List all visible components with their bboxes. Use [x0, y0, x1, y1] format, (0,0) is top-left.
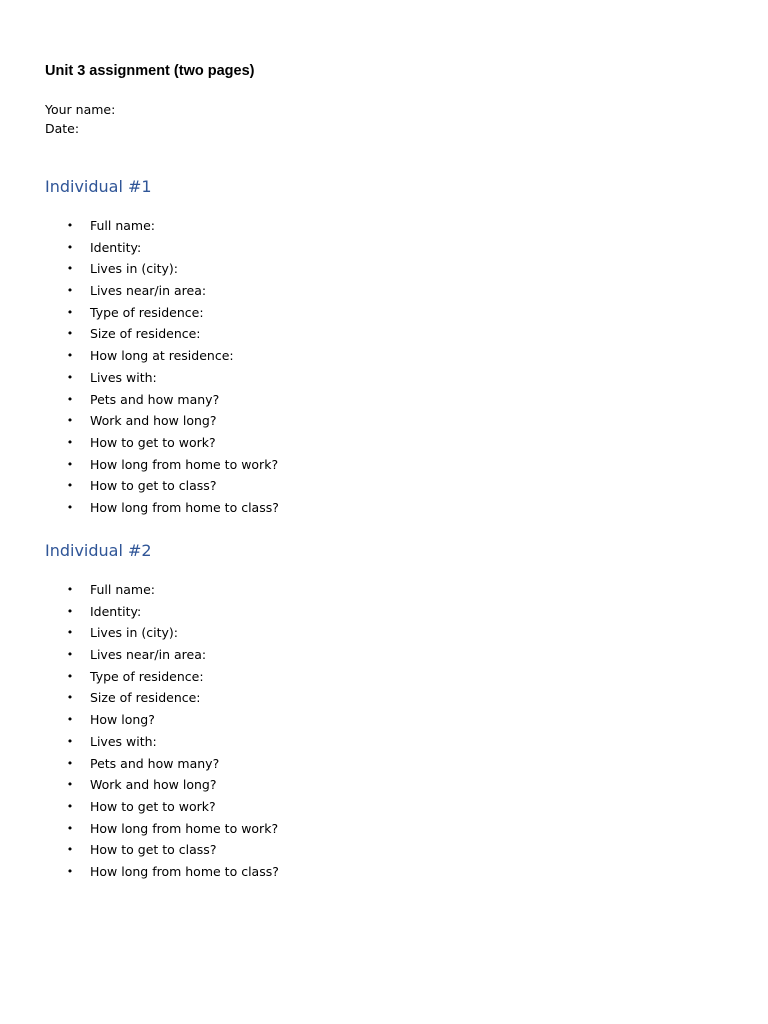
list-item-text: Lives in (city):: [90, 625, 178, 641]
list-item-text: Type of residence:: [90, 668, 204, 684]
list-item-text: Identity:: [90, 239, 142, 255]
bullet-icon: •: [66, 864, 74, 878]
list-item-text: Size of residence:: [90, 690, 201, 706]
document-title: Unit 3 assignment (two pages): [45, 63, 255, 79]
list-item-text: Pets and how many?: [90, 391, 220, 407]
bullet-icon: •: [66, 349, 74, 363]
list-item-text: How long from home to class?: [90, 863, 279, 879]
section-heading-individual-1: Individual #1: [45, 177, 152, 196]
bullet-icon: •: [66, 821, 74, 835]
list-item-text: Work and how long?: [90, 777, 217, 793]
bullet-icon: •: [66, 799, 74, 813]
date-label: Date:: [45, 121, 80, 136]
bullet-icon: •: [66, 734, 74, 748]
bullet-icon: •: [66, 435, 74, 449]
list-item-text: How to get to work?: [90, 798, 216, 814]
list-item-text: How long at residence:: [90, 348, 234, 364]
bullet-icon: •: [66, 756, 74, 770]
bullet-icon: •: [66, 713, 74, 727]
bullet-icon: •: [66, 219, 74, 232]
bullet-icon: •: [66, 626, 74, 640]
bullet-icon: •: [66, 583, 74, 596]
bullet-icon: •: [66, 691, 74, 705]
bullet-icon: •: [66, 457, 74, 471]
section-heading-individual-2: Individual #2: [45, 541, 152, 560]
bullet-icon: •: [66, 284, 74, 298]
list-item-text: How long from home to work?: [90, 820, 279, 836]
bullet-icon: •: [66, 327, 74, 341]
list-item-text: Lives near/in area:: [90, 283, 207, 299]
list-item-text: How long from home to work?: [90, 456, 279, 472]
list-item-text: Identity:: [90, 603, 142, 619]
list-item-text: How to get to class?: [90, 842, 217, 858]
bullet-icon: •: [66, 843, 74, 857]
bullet-icon: •: [66, 240, 74, 254]
bullet-icon: •: [66, 414, 74, 428]
list-item-text: Size of residence:: [90, 326, 201, 342]
list-item-text: Full name:: [90, 582, 156, 597]
bullet-icon: •: [66, 500, 74, 514]
bullet-icon: •: [66, 648, 74, 662]
list-item-text: Full name:: [90, 218, 156, 233]
bullet-icon: •: [66, 669, 74, 683]
list-item-text: Lives with:: [90, 369, 157, 385]
list-item-text: Lives in (city):: [90, 261, 178, 277]
bullet-icon: •: [66, 262, 74, 276]
list-item-text: Lives with:: [90, 733, 157, 749]
list-item-text: How to get to class?: [90, 478, 217, 494]
bullet-icon: •: [66, 392, 74, 406]
bullet-icon: •: [66, 604, 74, 618]
list-item-text: Lives near/in area:: [90, 647, 207, 663]
list-item-text: How long?: [90, 712, 155, 728]
list-item-text: Work and how long?: [90, 413, 217, 429]
bullet-icon: •: [66, 305, 74, 319]
bullet-icon: •: [66, 778, 74, 792]
list-item-text: How long from home to class?: [90, 499, 279, 515]
your-name-label: Your name:: [45, 102, 116, 117]
list-item-text: Pets and how many?: [90, 755, 220, 771]
list-item-text: Type of residence:: [90, 304, 204, 320]
list-item-text: How to get to work?: [90, 434, 216, 450]
bullet-icon: •: [66, 370, 74, 384]
student-info: [45, 100, 115, 138]
bullet-icon: •: [66, 479, 74, 493]
